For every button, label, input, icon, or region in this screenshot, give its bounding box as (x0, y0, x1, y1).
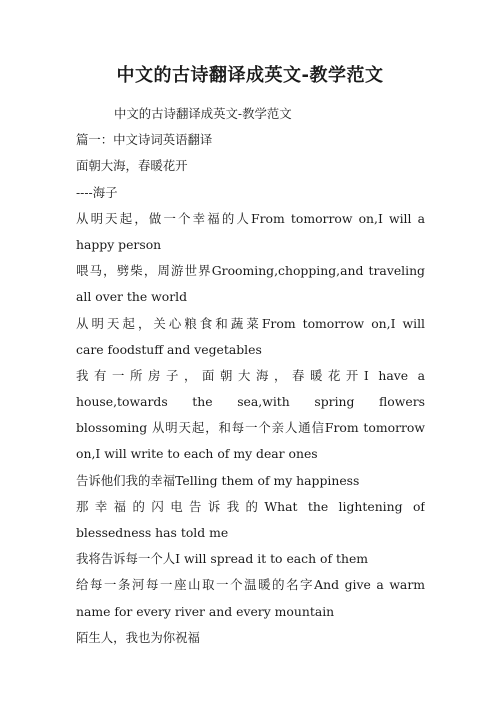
text-line: happy person (76, 236, 162, 252)
text-line: on,I will write to each of my dear ones (76, 446, 318, 462)
text-line: house,towards the sea,with spring flowers (76, 394, 425, 410)
text-line: all over the world (76, 289, 188, 305)
text-line: ----海子 (76, 184, 118, 200)
text-line: 喂马，劈柴，周游世界Grooming,chopping,and traveling (76, 263, 425, 279)
text-line: 那幸福的闪电告诉我的What the lightening of (76, 498, 425, 514)
document-title: 中文的古诗翻译成英文-教学范文 (116, 65, 384, 86)
text-line: 给每一条河每一座山取一个温暖的名字And give a warm (76, 577, 425, 593)
text-line: 我有一所房子，面朝大海，春暖花开I have a (76, 367, 425, 383)
document-subtitle: 中文的古诗翻译成英文-教学范文 (114, 106, 292, 121)
text-line: blossoming 从明天起，和每一个亲人通信From tomorrow (76, 420, 425, 436)
document-body (76, 101, 425, 651)
text-line: 面朝大海，春暖花开 (76, 158, 188, 174)
text-line: 从明天起，关心粮食和蔬菜From tomorrow on,I will (76, 315, 425, 331)
text-line: 陌生人，我也为你祝福 (76, 629, 200, 645)
text-line: 我将告诉每一个人I will spread it to each of them (76, 551, 369, 567)
text-line: 篇一：中文诗词英语翻译 (76, 132, 213, 148)
text-line: blessedness has told me (76, 525, 229, 540)
text-line: 告诉他们我的幸福Telling them of my happiness (76, 472, 360, 488)
text-line: 从明天起，做一个幸福的人From tomorrow on,I will a (76, 210, 425, 226)
text-line: care foodstuff and vegetables (76, 341, 262, 357)
text-line: name for every river and every mountain (76, 603, 335, 619)
